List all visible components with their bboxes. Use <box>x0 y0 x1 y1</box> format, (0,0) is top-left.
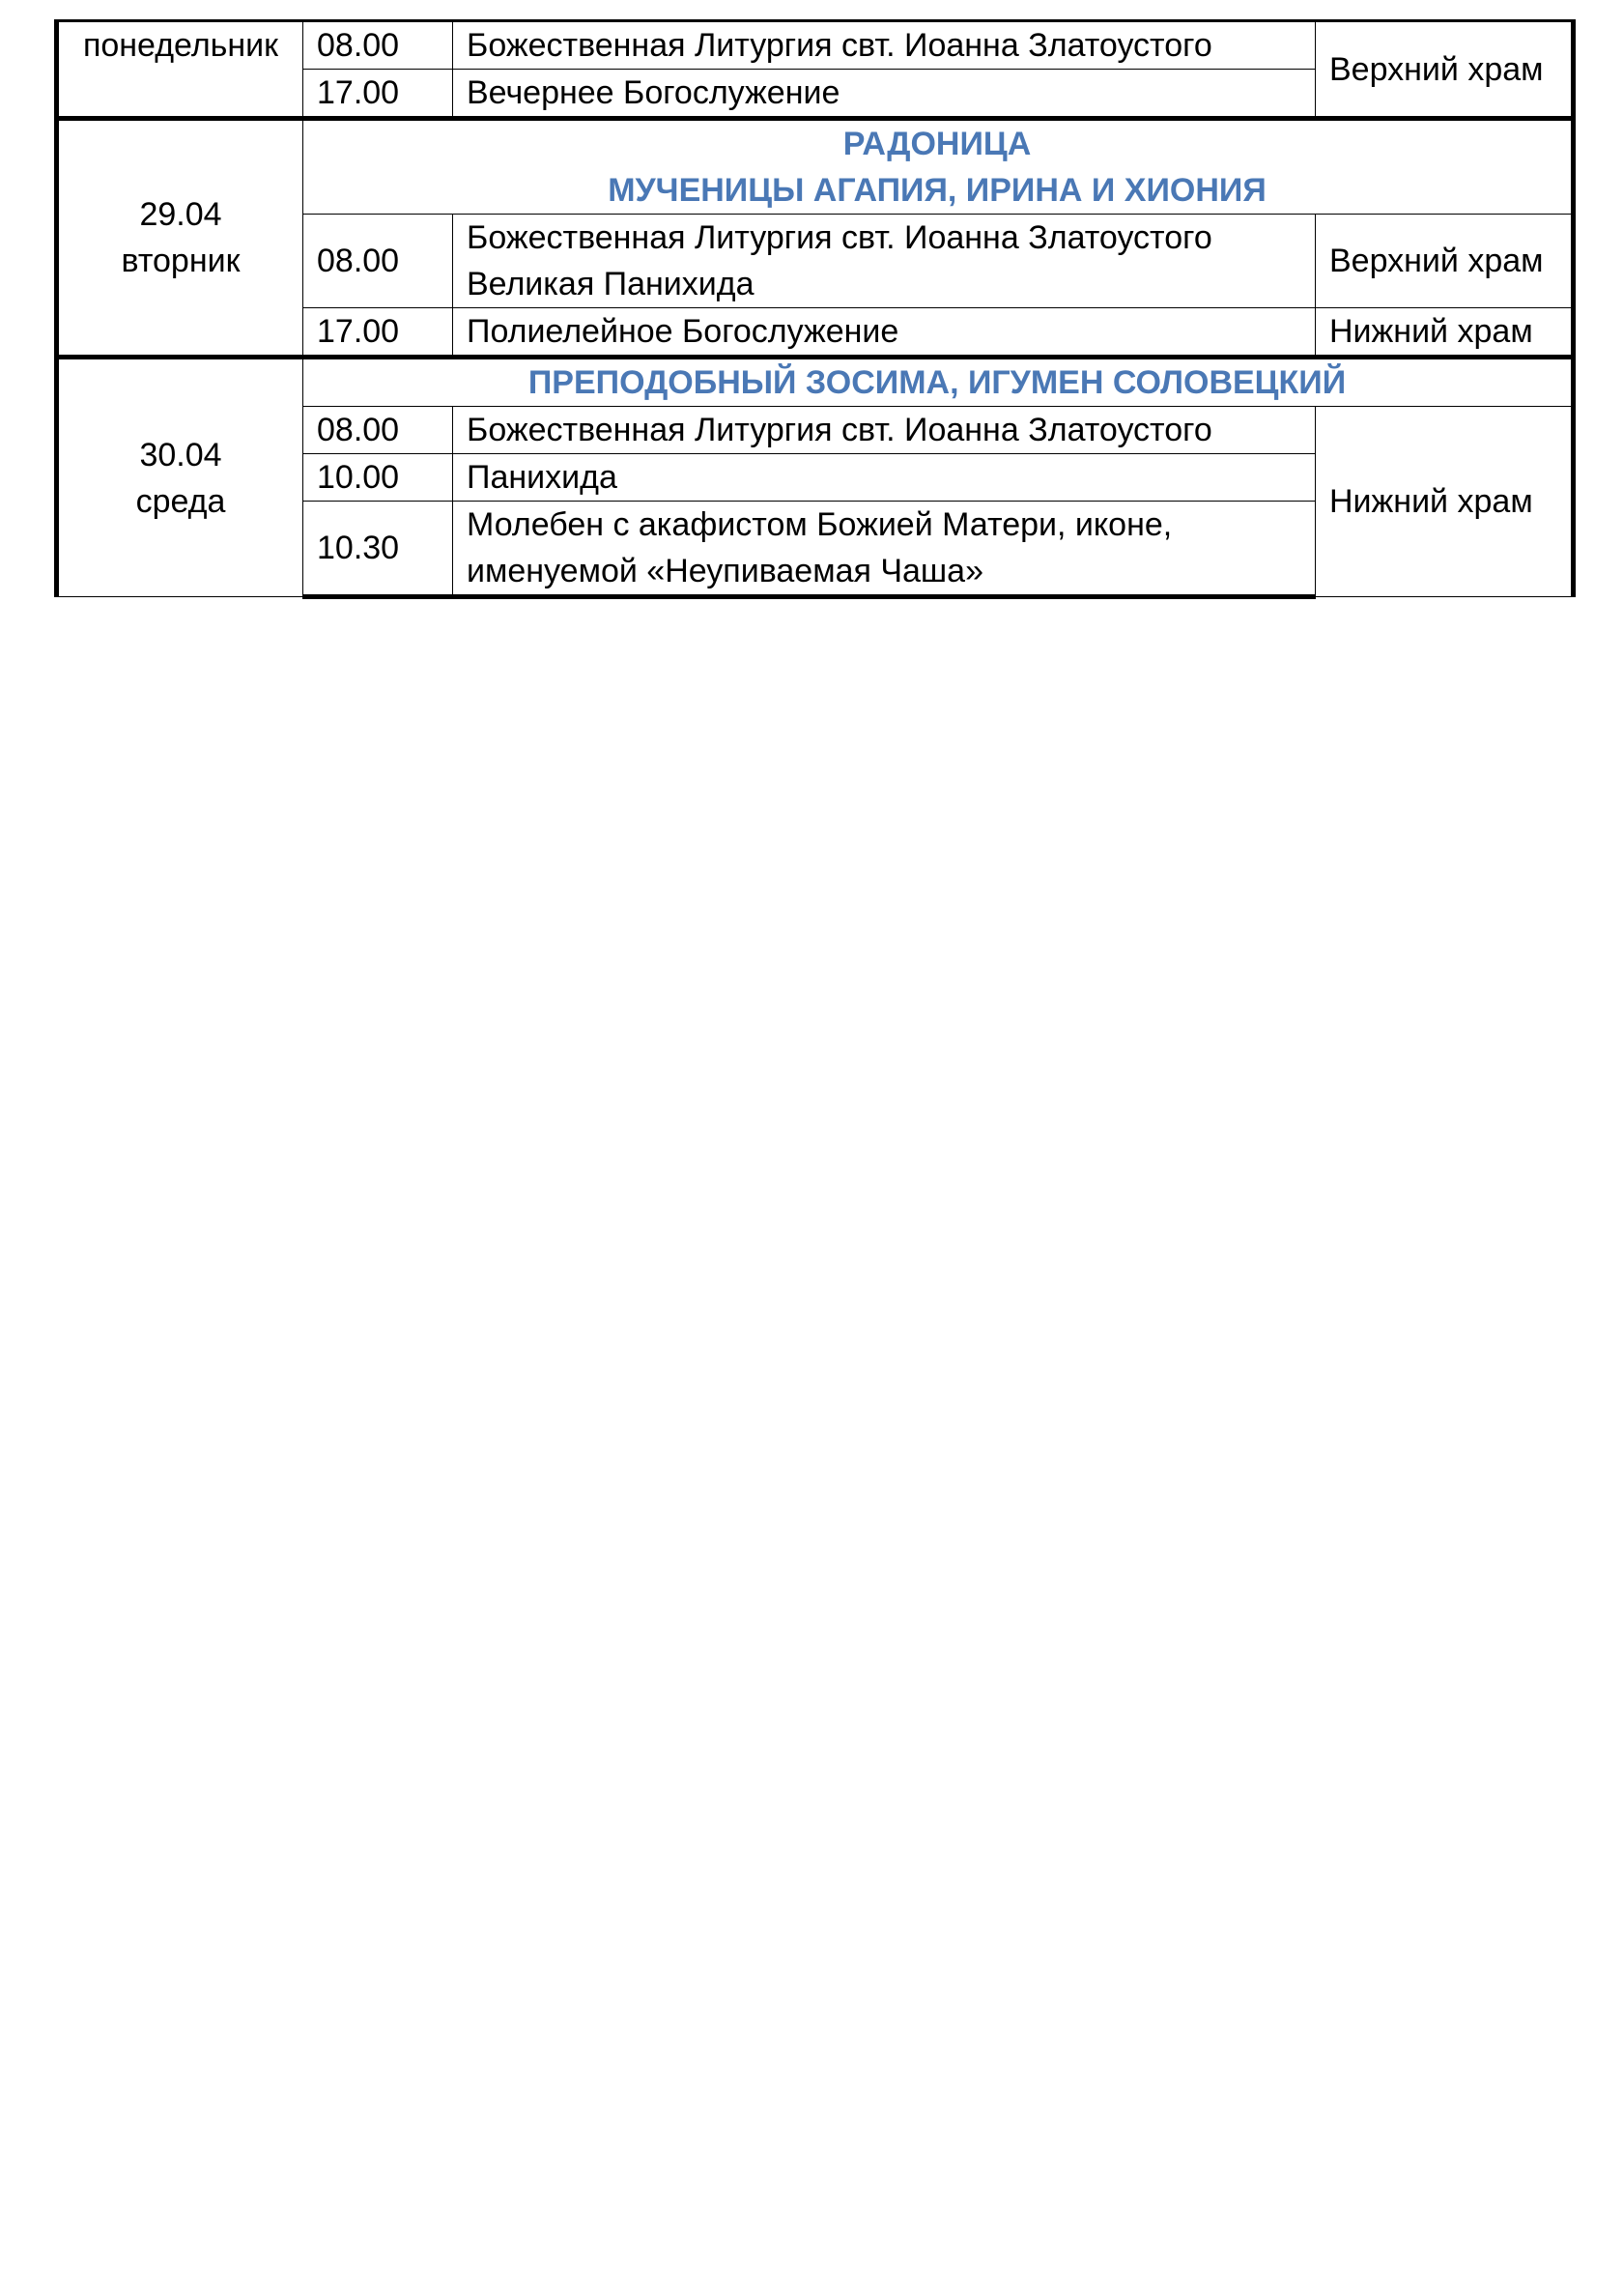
time-cell: 08.00 <box>303 407 453 454</box>
feast-row <box>57 358 1574 407</box>
schedule-row <box>57 21 1574 70</box>
feast-line: ПРЕПОДОБНЫЙ ЗОСИМА, ИГУМЕН СОЛОВЕЦКИЙ <box>527 364 1347 401</box>
service-name: именуемой «Неупиваемая Чаша» <box>467 553 984 589</box>
service-cell <box>453 21 1316 70</box>
service-cell <box>453 502 1316 597</box>
date-label: 30.04 <box>139 436 222 474</box>
feast-line: МУЧЕНИЦЫ АГАПИЯ, ИРИНА И ХИОНИЯ <box>608 172 1267 209</box>
day-cell <box>57 358 303 597</box>
time-cell: 10.30 <box>303 502 453 597</box>
place-cell: Нижний храм <box>1316 407 1574 597</box>
weekday-label: вторник <box>121 243 241 279</box>
service-name: Молебен с акафистом Божией Матери, иконе, <box>467 506 1173 543</box>
time-cell: 08.00 <box>303 215 453 308</box>
service-cell <box>453 70 1316 119</box>
service-name: Божественная Литургия свт. Иоанна Златоустого <box>467 219 1212 256</box>
schedule-table <box>54 19 1576 599</box>
feast-line: РАДОНИЦА <box>842 126 1032 162</box>
day-cell <box>57 119 303 358</box>
service-cell <box>453 407 1316 454</box>
feast-row <box>57 119 1574 215</box>
date-label: 29.04 <box>139 196 222 233</box>
service-name: Божественная Литургия свт. Иоанна Златоустого <box>467 412 1212 448</box>
service-cell <box>453 454 1316 502</box>
service-name: Великая Панихида <box>467 266 755 302</box>
day-cell <box>57 21 303 119</box>
weekday-label: среда <box>135 482 226 520</box>
place-cell: Нижний храм <box>1316 308 1574 358</box>
service-name: Вечернее Богослужение <box>467 74 840 111</box>
weekday-label: понедельник <box>82 27 279 64</box>
place-cell: Верхний храм <box>1316 21 1574 119</box>
feast-title <box>303 358 1574 407</box>
service-cell <box>453 308 1316 358</box>
feast-title <box>303 119 1574 215</box>
service-name: Божественная Литургия свт. Иоанна Златоустого <box>467 27 1212 64</box>
time-cell: 08.00 <box>303 21 453 70</box>
time-cell: 17.00 <box>303 70 453 119</box>
time-cell: 10.00 <box>303 454 453 502</box>
time-cell: 17.00 <box>303 308 453 358</box>
service-cell <box>453 215 1316 308</box>
service-name: Панихида <box>467 459 617 496</box>
service-name: Полиелейное Богослужение <box>467 313 899 350</box>
place-cell: Верхний храм <box>1316 215 1574 308</box>
